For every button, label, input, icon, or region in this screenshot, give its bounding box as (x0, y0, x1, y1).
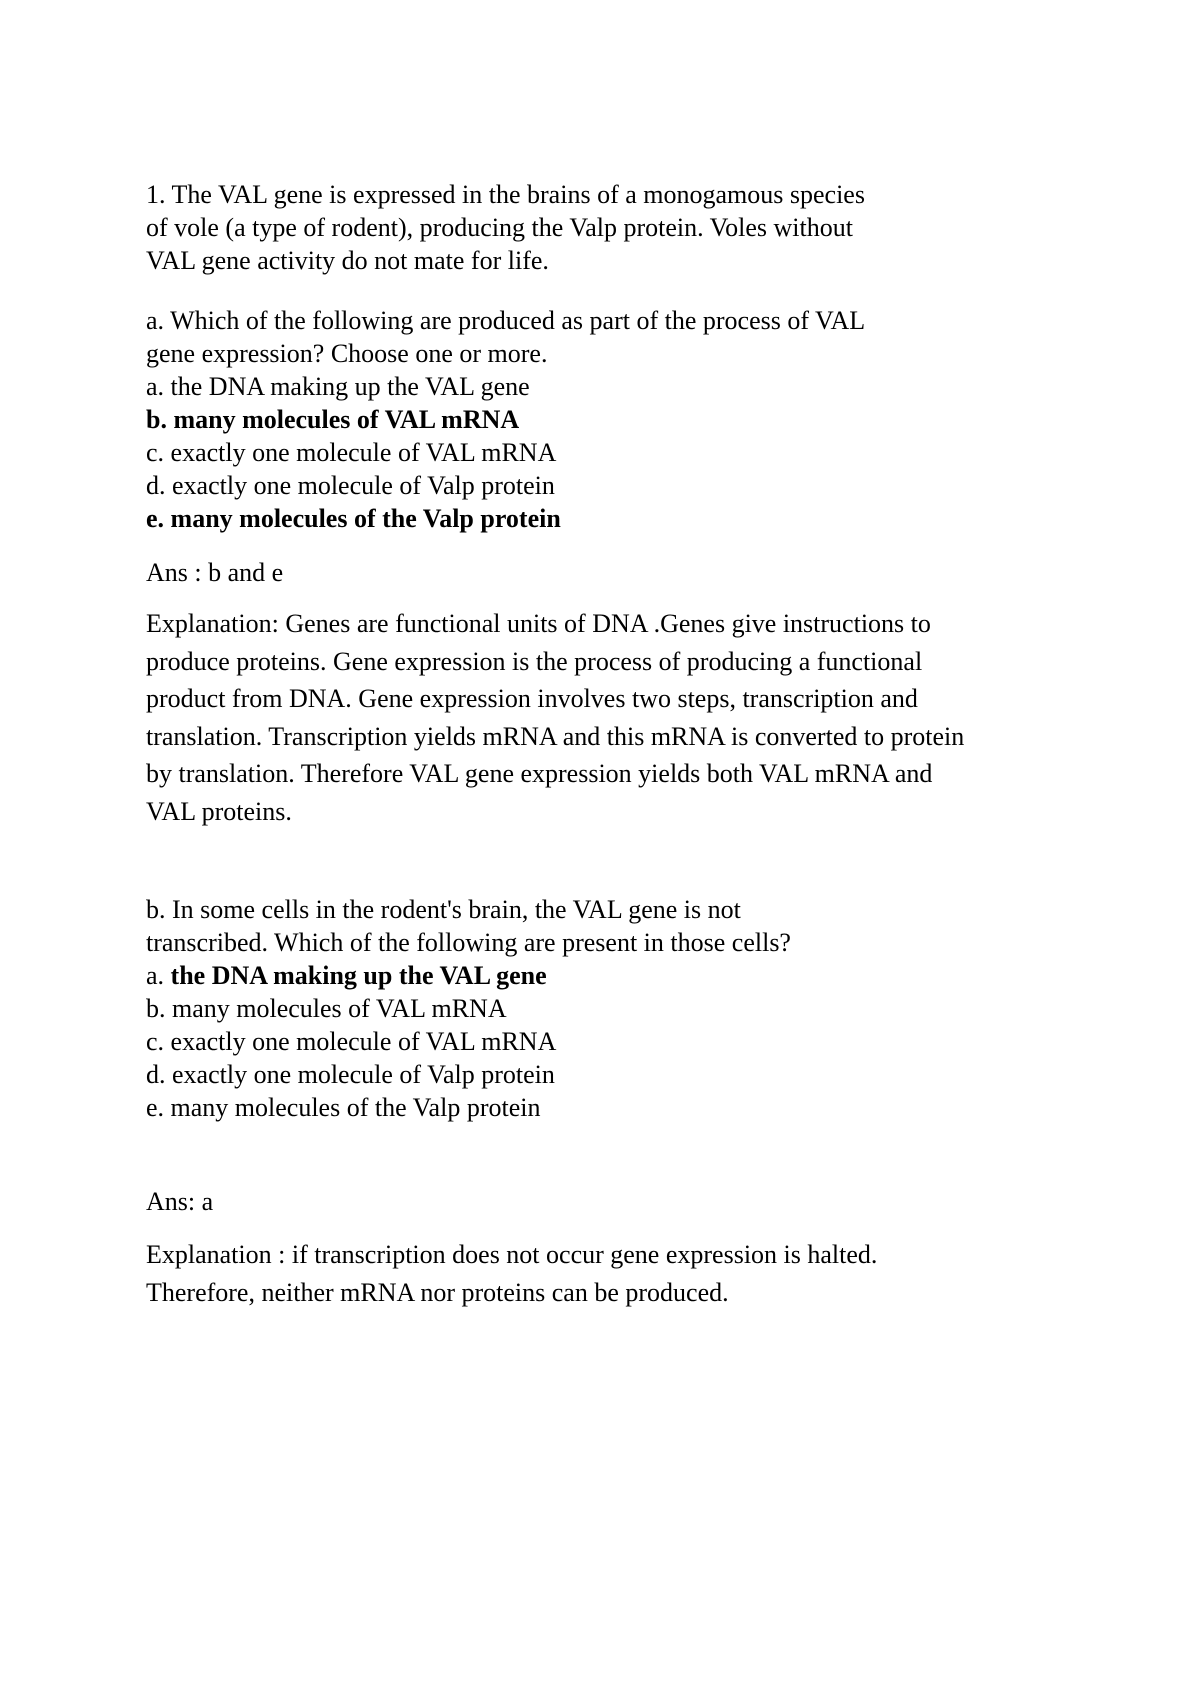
question-line: b. In some cells in the rodent's brain, the VAL gene is not (146, 895, 741, 924)
part-b-answer: Ans: a (146, 1187, 214, 1216)
question-1-stem (146, 178, 1086, 277)
explanation-line: VAL proteins. (146, 796, 292, 826)
stem-line: VAL gene activity do not mate for life. (146, 246, 549, 275)
stem-line: 1. The VAL gene is expressed in the brains of a monogamous species (146, 180, 865, 209)
explanation-line: translation. Transcription yields mRNA and this mRNA is converted to protein (146, 721, 965, 751)
explanation-line: Explanation : if transcription does not occur gene expression is halted. (146, 1240, 878, 1269)
option-b: b. many molecules of VAL mRNA (146, 994, 507, 1023)
explanation-line: produce proteins. Gene expression is the process of producing a functional (146, 646, 923, 676)
option-c: c. exactly one molecule of VAL mRNA (146, 1027, 557, 1056)
option-text: the DNA making up the VAL gene (170, 961, 547, 990)
option-d: d. exactly one molecule of Valp protein (146, 1060, 555, 1089)
stem-line: of vole (a type of rodent), producing the Valp protein. Voles without (146, 213, 853, 242)
part-a-question (146, 304, 1086, 535)
option-c: c. exactly one molecule of VAL mRNA (146, 438, 557, 467)
option-e: e. many molecules of the Valp protein (146, 1093, 541, 1122)
part-b-explanation (146, 1236, 1086, 1311)
explanation-line: Explanation: Genes are functional units of DNA .Genes give instructions to (146, 609, 931, 638)
option-d: d. exactly one molecule of Valp protein (146, 471, 555, 500)
part-a-answer: Ans : b and e (146, 558, 284, 587)
explanation-line: product from DNA. Gene expression involves two steps, transcription and (146, 684, 918, 713)
option-e-correct: e. many molecules of the Valp protein (146, 504, 561, 533)
option-a-correct (146, 959, 1086, 992)
document-page (146, 178, 1086, 1311)
option-b-correct: b. many molecules of VAL mRNA (146, 405, 520, 434)
explanation-line: by translation. Therefore VAL gene expression yields both VAL mRNA and (146, 759, 933, 788)
question-line: a. Which of the following are produced as part of the process of VAL (146, 306, 866, 335)
option-a: a. the DNA making up the VAL gene (146, 372, 530, 401)
question-line: transcribed. Which of the following are present in those cells? (146, 928, 791, 957)
option-letter: a. (146, 961, 171, 990)
part-a-explanation (146, 605, 1086, 830)
part-b-question (146, 893, 1086, 1124)
question-line: gene expression? Choose one or more. (146, 339, 548, 368)
explanation-line: Therefore, neither mRNA nor proteins can be produced. (146, 1277, 729, 1307)
